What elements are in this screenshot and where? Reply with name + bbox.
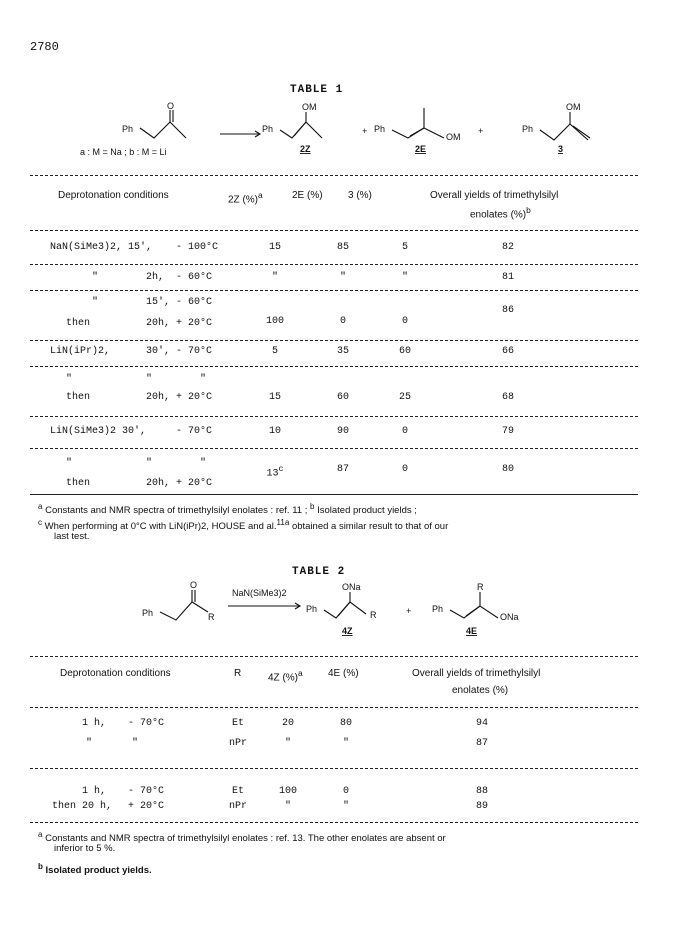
col-header-2e: 2E (%) — [292, 190, 323, 201]
footnote-text: When performing at 0°C with LiN(iPr)2, HOUSE and al. — [44, 521, 277, 533]
table-cell: " — [200, 458, 207, 469]
table-cell: 87 — [336, 464, 350, 475]
col-header-4z — [268, 668, 303, 683]
table-cell: then 20 h, — [52, 801, 113, 812]
rule — [30, 448, 638, 449]
table2-footnote-a-cont: inferior to 5 %. — [54, 843, 116, 854]
compound-4z-structure — [306, 582, 377, 636]
table2-footnote-b — [38, 860, 152, 878]
col-header-4e: 4E (%) — [328, 668, 359, 679]
rule — [30, 290, 638, 291]
ph-label: Ph — [122, 124, 134, 134]
om-label: OM — [446, 132, 461, 142]
table-cell: nPr — [228, 801, 248, 812]
footnote-mark: a — [258, 190, 263, 200]
table-cell: - 70°C — [128, 786, 165, 797]
table-cell: 1 h, — [82, 786, 107, 797]
rule — [30, 822, 638, 823]
table-cell: 60 — [336, 392, 350, 403]
table-cell: 15', — [146, 297, 171, 308]
table-cell: 82 — [501, 242, 515, 253]
footnote-mark: a — [38, 830, 43, 839]
compound-4z-label: 4Z — [342, 626, 353, 636]
compound-3-structure — [522, 102, 590, 154]
rule — [30, 340, 638, 341]
om-label: OM — [302, 102, 317, 112]
rule — [30, 656, 638, 657]
table-cell: + 20°C — [176, 392, 213, 403]
table-cell: " — [146, 458, 153, 469]
table-cell: Et — [231, 718, 245, 729]
table-cell: 94 — [475, 718, 489, 729]
ona-label: ONa — [342, 582, 361, 592]
table-cell: 80 — [501, 464, 515, 475]
table-cell: + 20°C — [128, 801, 165, 812]
table-cell: " — [342, 738, 350, 749]
table-cell: 88 — [475, 786, 489, 797]
table-cell: NaN(SiMe3)2, 15', — [50, 242, 153, 253]
footnote-text: Isolated product yields. — [45, 865, 152, 877]
table-cell: " — [92, 272, 99, 283]
table-cell: " — [284, 801, 292, 812]
table-cell: " — [271, 272, 279, 283]
table-cell: 81 — [501, 272, 515, 283]
table-cell: 20h, — [146, 392, 171, 403]
table1-bottom-rule — [30, 494, 638, 495]
table-cell: " — [66, 458, 73, 469]
table-cell: - 100°C — [176, 242, 219, 253]
compound-2e-structure — [374, 108, 461, 154]
reactant-ketone — [142, 580, 215, 622]
table-cell: 20 — [281, 718, 295, 729]
table-cell: " — [284, 738, 292, 749]
table-cell: 0 — [401, 316, 409, 327]
r-label: R — [477, 582, 484, 592]
col-header-4z-text: 4Z (%) — [268, 672, 298, 684]
rule — [30, 366, 638, 367]
table-cell: 1 h, — [82, 718, 107, 729]
table-cell: " — [92, 297, 99, 308]
reagent-label: NaN(SiMe3)2 — [232, 588, 287, 598]
table-cell: 0 — [342, 786, 350, 797]
footnote-mark: c — [38, 518, 42, 527]
ph-label: Ph — [432, 604, 444, 614]
col-header-r: R — [234, 668, 242, 679]
table-cell: - 60°C — [176, 297, 213, 308]
table-cell: 60 — [398, 346, 412, 357]
compound-4e-structure — [432, 582, 519, 636]
reference-mark: 11a — [276, 518, 290, 527]
footnote-mark: c — [278, 464, 284, 474]
table-cell: 20h, — [146, 318, 171, 329]
table-cell: 5 — [401, 242, 409, 253]
table1-reaction-scheme — [70, 100, 630, 160]
footnote-mark: b — [309, 502, 315, 511]
table2-title: TABLE 2 — [292, 566, 346, 578]
table-cell: then — [66, 392, 91, 403]
table-cell: 0 — [401, 426, 409, 437]
table-cell-text: 13 — [266, 468, 279, 480]
table-cell: " — [342, 801, 350, 812]
table-cell: - 70°C — [176, 346, 213, 357]
table-cell: 66 — [501, 346, 515, 357]
rule — [30, 416, 638, 417]
table-cell: 80 — [339, 718, 353, 729]
plus-sign: + — [478, 126, 484, 136]
footnote-mark: a — [298, 668, 303, 678]
table-cell: 0 — [339, 316, 347, 327]
table-cell: 2h, — [146, 272, 165, 283]
reactant-caption: a : M = Na ; b : M = Li — [80, 147, 167, 157]
table-cell: " — [339, 272, 347, 283]
ph-label: Ph — [262, 124, 274, 134]
compound-2z-structure — [262, 102, 322, 154]
table-cell — [266, 464, 283, 479]
col-header-conditions: Deprotonation conditions — [60, 668, 171, 679]
col-header-overall-line2: enolates (%) — [452, 685, 509, 696]
ph-label: Ph — [374, 124, 386, 134]
table-cell: 35 — [336, 346, 350, 357]
table-cell: " — [401, 272, 409, 283]
table-cell: 30', — [146, 346, 171, 357]
footnote-text: obtained a similar result to that of our — [291, 521, 449, 533]
o-label: O — [167, 101, 175, 111]
table2-reaction-scheme — [120, 580, 600, 640]
ona-label: ONa — [500, 612, 519, 622]
table-cell: 87 — [475, 738, 489, 749]
table-cell: 85 — [336, 242, 350, 253]
table-cell: " — [132, 738, 139, 749]
table-cell: - 60°C — [176, 272, 213, 283]
table-cell: 79 — [501, 426, 515, 437]
plus-sign: + — [362, 126, 368, 136]
footnote-mark: b — [526, 205, 531, 215]
table-cell: then — [66, 318, 91, 329]
table-cell: - 70°C — [128, 718, 165, 729]
footnote-text: Isolated product yields ; — [317, 505, 417, 517]
col-header-2z — [228, 190, 263, 205]
ph-label: Ph — [522, 124, 534, 134]
table-cell: - 70°C — [176, 426, 213, 437]
table-cell: + 20°C — [176, 478, 213, 489]
footnote-mark: a — [38, 502, 43, 511]
om-label: OM — [566, 102, 581, 112]
col-header-overall-line2 — [470, 205, 531, 220]
table-cell: 5 — [271, 346, 279, 357]
col-header-conditions: Deprotonation conditions — [58, 190, 169, 201]
col-header-overall: Overall yields of trimethylsilyl — [412, 668, 541, 679]
table-cell: then — [66, 478, 91, 489]
table-cell: " — [200, 374, 207, 385]
table-cell: + 20°C — [176, 318, 213, 329]
rule — [30, 768, 638, 769]
rule — [30, 707, 638, 708]
table-cell: LiN(iPr)2, — [50, 346, 111, 357]
table-cell: 10 — [268, 426, 282, 437]
rule — [30, 264, 638, 265]
reactant-ketone — [122, 101, 186, 138]
table-cell: 15 — [268, 242, 282, 253]
table1-footnote-c — [38, 516, 448, 534]
ph-label: Ph — [142, 608, 154, 618]
table-cell: 86 — [501, 305, 515, 316]
table-cell: LiN(SiMe3)2 30', — [50, 426, 147, 437]
table-cell: nPr — [228, 738, 248, 749]
table-cell: " — [146, 374, 153, 385]
table-cell: 90 — [336, 426, 350, 437]
col-header-2z-text: 2Z (%) — [228, 194, 258, 206]
compound-2e-label: 2E — [415, 144, 427, 154]
table-cell: 0 — [401, 464, 409, 475]
table1-footnote-c-cont: last test. — [54, 531, 90, 542]
col-header-3: 3 (%) — [348, 190, 372, 201]
table-cell: 25 — [398, 392, 412, 403]
footnote-text: Constants and NMR spectra of trimethylsilyl enolates : ref. 11 ; — [45, 505, 308, 517]
table-cell: " — [66, 374, 73, 385]
table1-title: TABLE 1 — [290, 84, 344, 96]
table-cell: " — [86, 738, 93, 749]
table-cell: 100 — [278, 786, 298, 797]
r-label: R — [208, 612, 215, 622]
ph-label: Ph — [306, 604, 318, 614]
table-cell: Et — [231, 786, 245, 797]
r-label: R — [370, 610, 377, 620]
page-number: 2780 — [30, 40, 59, 54]
col-header-overall: Overall yields of trimethylsilyl — [430, 190, 559, 201]
plus-sign: + — [406, 606, 412, 616]
compound-4e-label: 4E — [466, 626, 478, 636]
compound-2z-label: 2Z — [300, 144, 311, 154]
o-label: O — [190, 580, 198, 590]
compound-3-label: 3 — [558, 144, 564, 154]
table-cell: 68 — [501, 392, 515, 403]
table-cell: 15 — [268, 392, 282, 403]
footnote-text: Constants and NMR spectra of trimethylsilyl enolates : ref. 13. The other enolates are absent or — [45, 833, 446, 845]
footnote-mark: b — [38, 862, 43, 871]
col-header-overall-line2-text: enolates (%) — [470, 209, 527, 221]
table-cell: 89 — [475, 801, 489, 812]
rule — [30, 230, 638, 231]
table-cell: 20h, — [146, 478, 171, 489]
rule — [30, 175, 638, 176]
table-cell: 100 — [265, 316, 285, 327]
